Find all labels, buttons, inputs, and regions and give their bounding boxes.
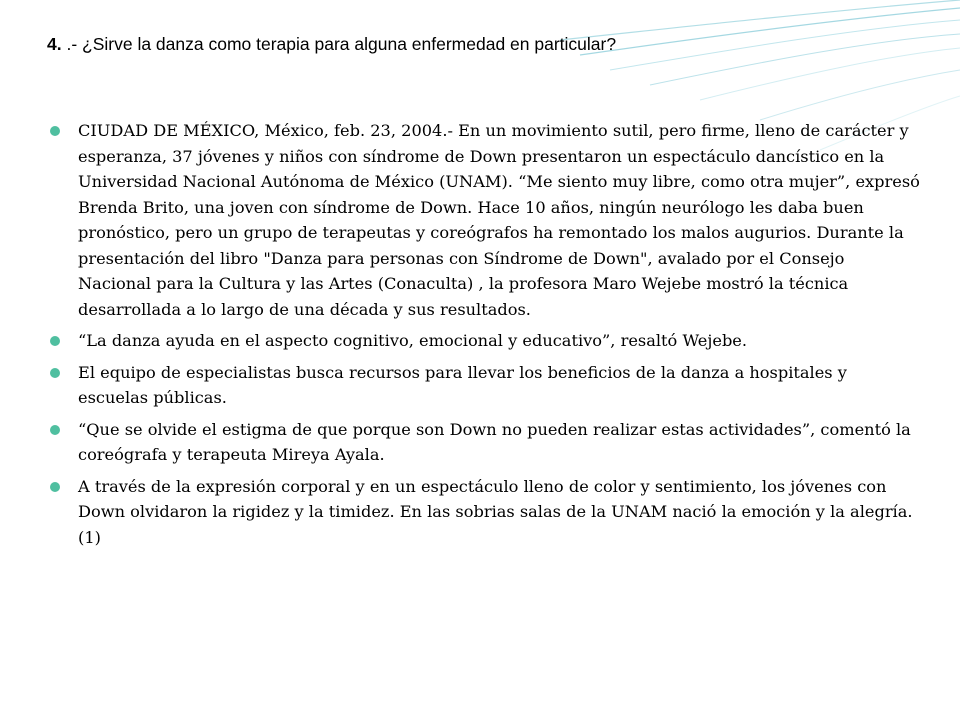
bullet-dot-icon: [50, 368, 60, 378]
bullet-dot-icon: [50, 336, 60, 346]
bullet-dot-icon: [50, 482, 60, 492]
title-text: .- ¿Sirve la danza como terapia para alguna enfermedad en particular?: [61, 34, 617, 54]
bullet-item: [50, 328, 920, 354]
bullet-text: El equipo de especialistas busca recursos para llevar los beneficios de la danza a hospitales y escuelas públicas.: [78, 362, 847, 407]
bullet-dot-icon: [50, 126, 60, 136]
bullet-text: “La danza ayuda en el aspecto cognitivo, emocional y educativo”, resaltó Wejebe.: [78, 331, 748, 350]
bullet-item: [50, 474, 920, 551]
bullet-dot-icon: [50, 425, 60, 435]
slide-title: [47, 30, 687, 58]
bullet-item: [50, 360, 920, 411]
bullet-text: A través de la expresión corporal y en un espectáculo lleno de color y sentimiento, los jóvenes con Down olvidaron la rigidez y la timidez. En las sobrias salas de la UNAM nació la emoción y la alegría.(1): [78, 476, 913, 547]
bullet-text: CIUDAD DE MÉXICO, México, feb. 23, 2004.- En un movimiento sutil, pero firme, lleno de carácter y esperanza, 37 jóvenes y niños con síndrome de Down presentaron un espectáculo dancístico en la Universidad Nacional Autónoma de México (UNAM). “Me siento muy libre, como otra mujer”, expresó Brenda Brito, una joven con síndrome de Down. Hace 10 años, ningún neurólogo les daba buen pronóstico, pero un grupo de terapeutas y coreógrafos ha remontado los malos augurios. Durante la presentación del libro "Danza para personas con Síndrome de Down", avalado por el Consejo Nacional para la Cultura y las Artes (Conaculta) , la profesora Maro Wejebe mostró la técnica desarrollada a lo largo de una década y sus resultados.: [78, 121, 920, 319]
bullet-item: [50, 118, 920, 322]
bullet-text: “Que se olvide el estigma de que porque son Down no pueden realizar estas actividades”, comentó la coreógrafa y terapeuta Mireya Ayala.: [78, 419, 911, 464]
bullet-list: [50, 118, 920, 556]
title-number: 4.: [47, 34, 62, 54]
bullet-item: [50, 417, 920, 468]
